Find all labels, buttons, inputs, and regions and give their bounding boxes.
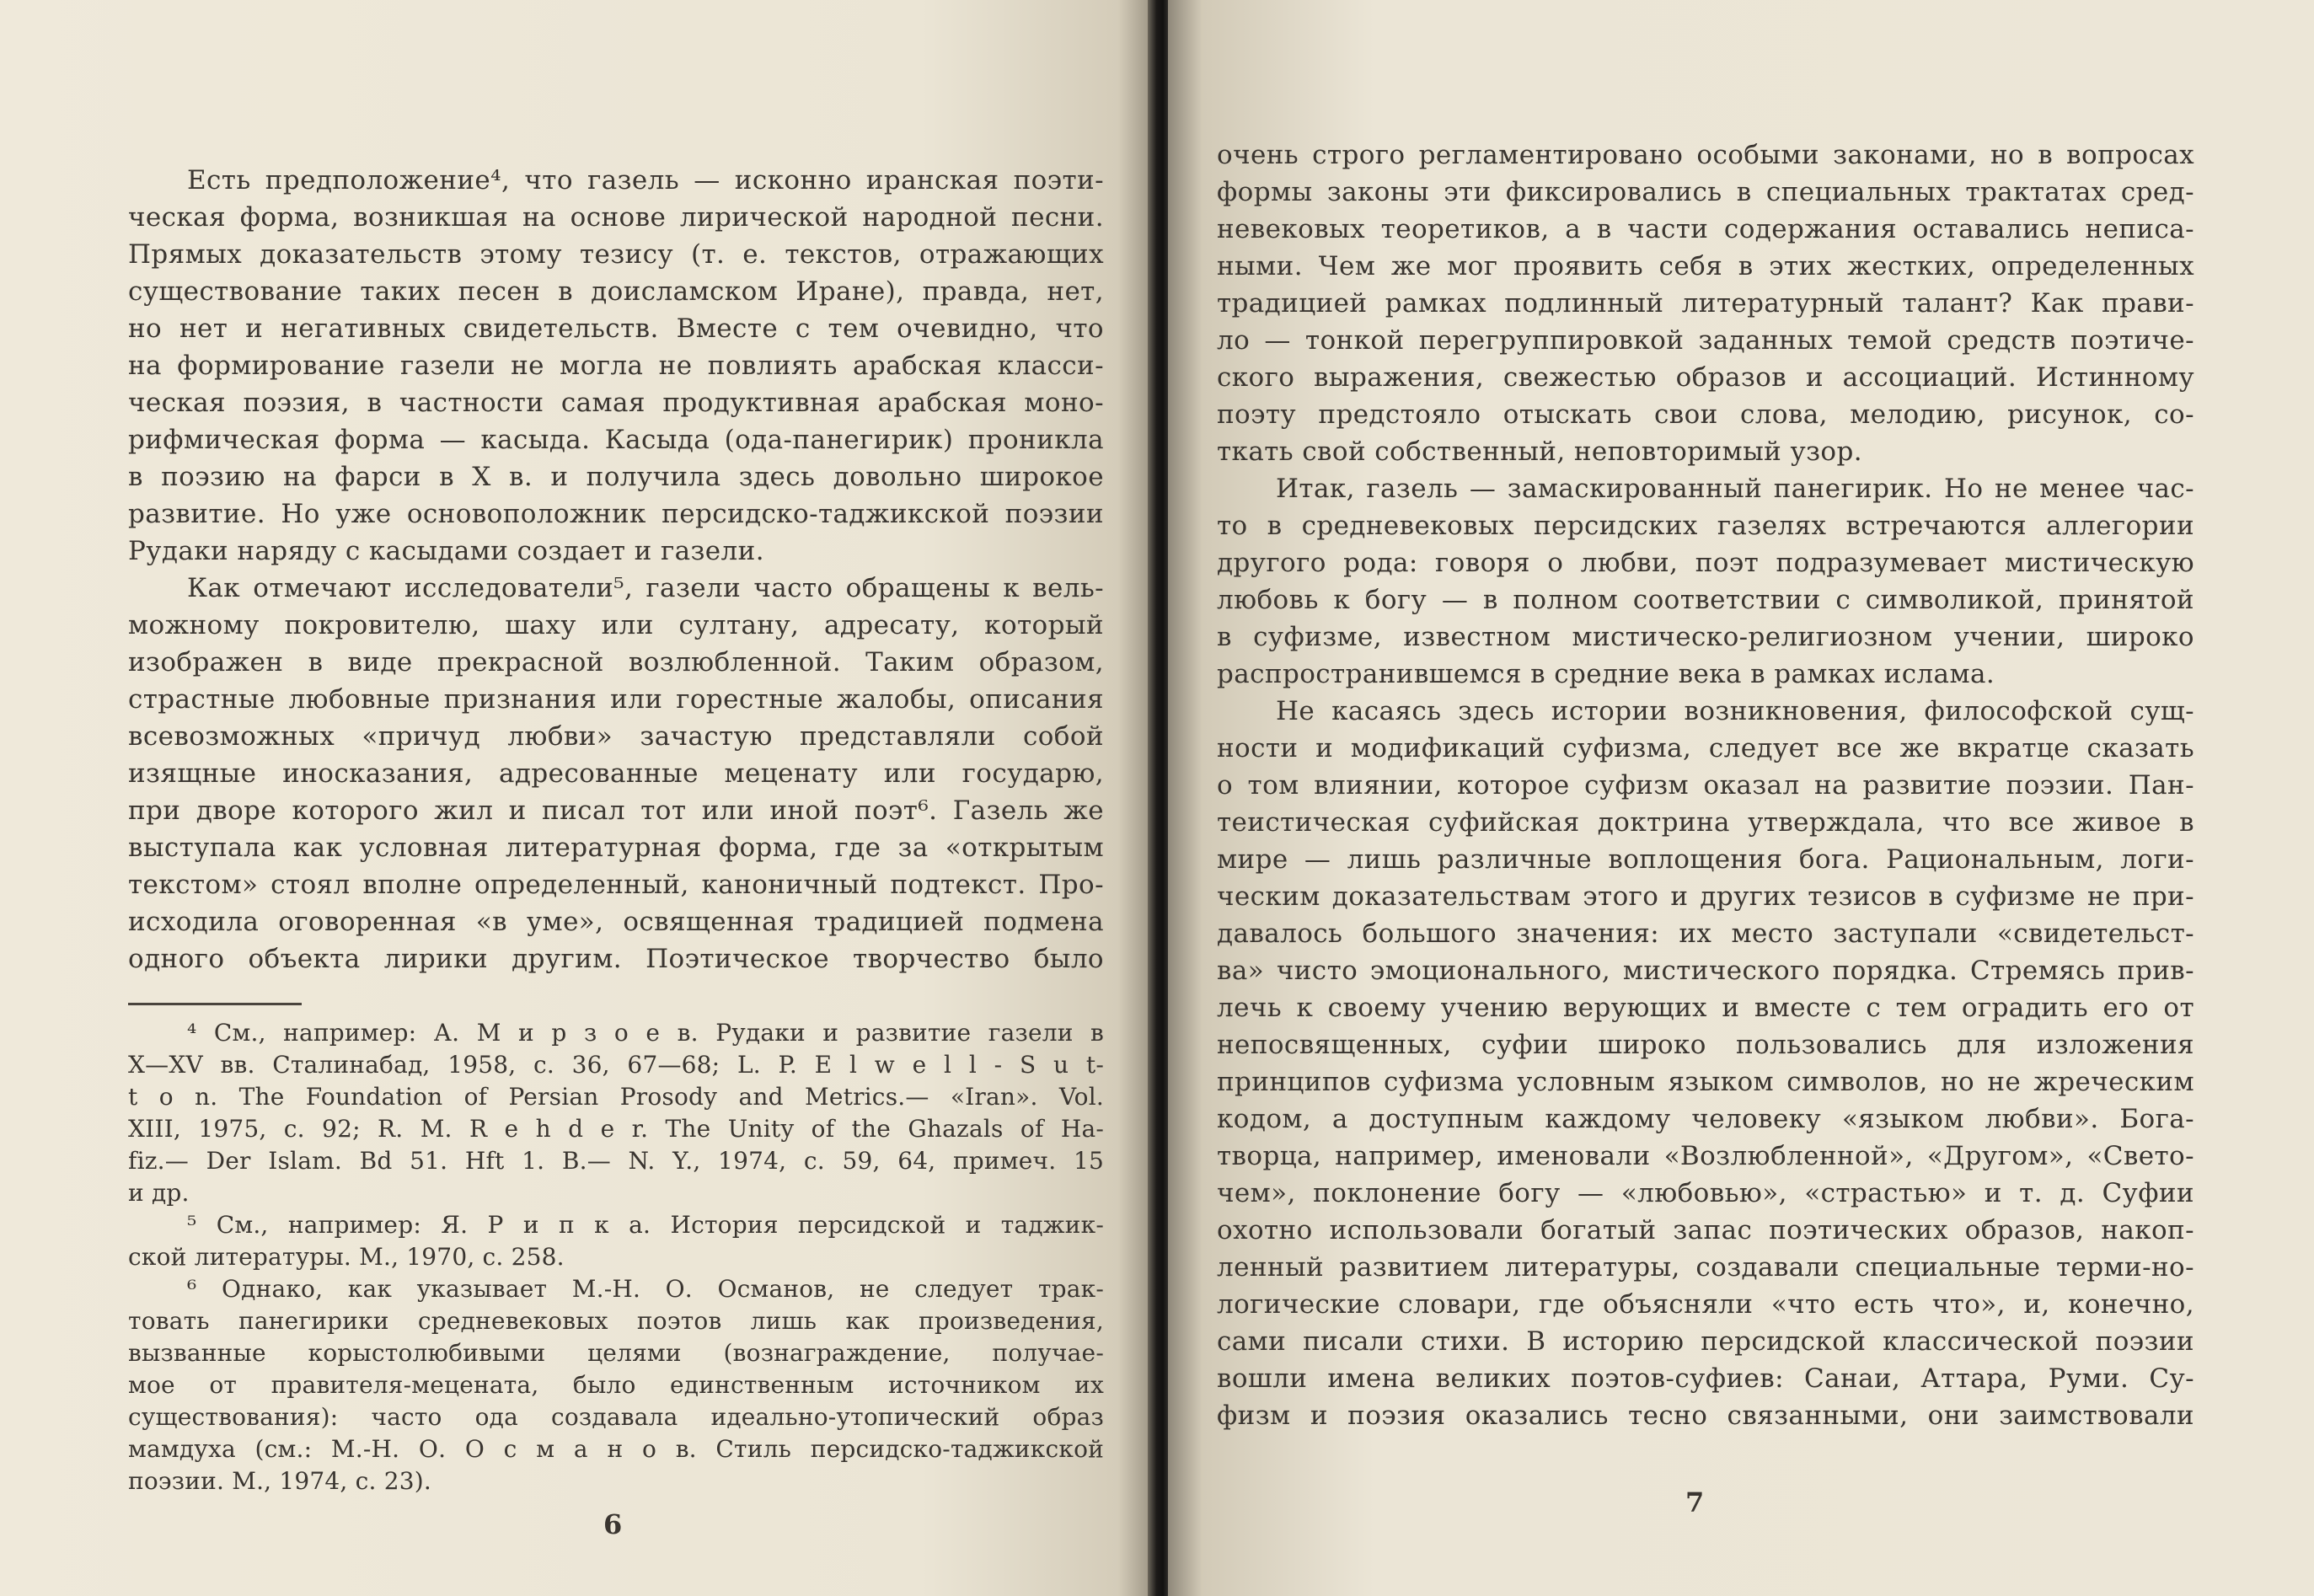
footnote-line: X—XV вв. Сталинабад, 1958, с. 36, 67—68; L. P. E l w e l l - S u t- (128, 1051, 1104, 1079)
footnote-line: ⁶ Однако, как указывает М.-Н. О. Османов, не следует трак- (187, 1275, 1104, 1303)
text-line: рифмическая форма — касыда. Касыда (ода-панегирик) проникла (128, 425, 1104, 455)
text-line: принципов суфизма условным языком символов, но не жреческим (1217, 1067, 2194, 1097)
footnote-line: XIII, 1975, c. 92; R. M. R e h d e r. The Unity of the Ghazals of Ha- (128, 1115, 1104, 1143)
page-number: 6 (603, 1508, 623, 1540)
text-line: страстные любовные признания или горестные жалобы, описания (128, 684, 1104, 715)
text-line: ности и модификаций суфизма, следует все же вкратце сказать (1217, 733, 2194, 763)
text-line: ными. Чем же мог проявить себя в этих жестких, определенных (1217, 251, 2194, 281)
footnote-line: и др. (128, 1179, 190, 1207)
text-line: традицией рамках подлинный литературный талант? Как прави- (1217, 288, 2194, 319)
text-line: развитие. Но уже основоположник персидско-таджикской поэзии (128, 499, 1104, 529)
text-line: ского выражения, свежестью образов и ассоциаций. Истинному (1217, 362, 2194, 393)
text-line: можному покровителю, шаху или султану, адресату, который (128, 610, 1104, 640)
right-page (1168, 0, 2314, 1596)
text-line: Не касаясь здесь истории возникновения, философской сущ- (1276, 696, 2194, 726)
text-line: о том влиянии, которое суфизм оказал на развитие поэзии. Пан- (1217, 770, 2194, 801)
footnote-line: ⁵ См., например: Я. Р и п к а. История персидской и таджик- (187, 1211, 1104, 1239)
text-line: текстом» стоял вполне определенный, каноничный подтекст. Про- (128, 870, 1104, 900)
text-line: ческая поэзия, в частности самая продуктивная арабская моно- (128, 388, 1104, 418)
left-page-text (128, 162, 1104, 1497)
text-line: то в средневековых персидских газелях встречаются аллегории (1217, 511, 2194, 541)
text-line: в поэзию на фарси в X в. и получила здесь довольно широкое (128, 462, 1104, 492)
text-line: Прямых доказательств этому тезису (т. е. текстов, отражающих (128, 239, 1104, 270)
footnote-line: fiz.— Der Islam. Bd 51. Hft 1. B.— N. Y., 1974, c. 59, 64, примеч. 15 (128, 1147, 1104, 1175)
text-line: творца, например, именовали «Возлюбленной», «Другом», «Свето- (1217, 1141, 2194, 1171)
text-line: охотно использовали богатый запас поэтических образов, накоп- (1217, 1215, 2194, 1245)
footnote-divider (128, 1003, 302, 1005)
text-line: исходила оговоренная «в уме», освященная традицией подмена (128, 907, 1104, 937)
footnote-line: мое от правителя-мецената, было единственным источником их (128, 1371, 1104, 1399)
text-line: невековых теоретиков, а в части содержания оставались неписа- (1217, 214, 2194, 244)
text-line: теистическая суфийская доктрина утверждала, что все живое в (1217, 807, 2194, 838)
footnote-line: ской литературы. М., 1970, с. 258. (128, 1243, 565, 1271)
text-line: ло — тонкой перегруппировкой заданных темой средств поэтиче- (1217, 325, 2194, 356)
text-line: лечь к своему учению верующих и вместе с тем оградить его от (1217, 993, 2194, 1023)
text-line: при дворе которого жил и писал тот или иной поэт⁶. Газель же (128, 795, 1104, 826)
text-line: вошли имена великих поэтов-суфиев: Санаи, Аттара, Руми. Су- (1217, 1363, 2194, 1394)
text-line: Рудаки наряду с касыдами создает и газели. (128, 536, 764, 566)
text-line: формы законы эти фиксировались в специальных трактатах сред- (1217, 177, 2194, 207)
footnote-line: товать панегирики средневековых поэтов лишь как произведения, (128, 1307, 1104, 1335)
text-line: распространившемся в средние века в рамках ислама. (1217, 659, 1995, 689)
text-line: на формирование газели не могла не повлиять арабская класси- (128, 351, 1104, 381)
text-line: изящные иносказания, адресованные меценату или государю, (128, 758, 1104, 789)
text-line: непосвященных, суфии широко пользовались для изложения (1217, 1030, 2194, 1060)
text-line: выступала как условная литературная форма, где за «открытым (128, 833, 1104, 863)
text-line: мире — лишь различные воплощения бога. Рациональным, логи- (1217, 844, 2194, 875)
text-line: поэту предстояло отыскать свои слова, мелодию, рисунок, со- (1217, 399, 2194, 430)
footnote-line: существования): часто ода создавала идеально-утопический образ (128, 1403, 1104, 1431)
text-line: ва» чисто эмоционального, мистического порядка. Стремясь прив- (1217, 956, 2194, 986)
text-line: физм и поэзия оказались тесно связанными, они заимствовали (1217, 1401, 2194, 1431)
text-line: ческая форма, возникшая на основе лирической народной песни. (128, 202, 1104, 233)
text-line: любовь к богу — в полном соответствии с символикой, принятой (1217, 585, 2194, 615)
text-line: Как отмечают исследователи⁵, газели часто обращены к вель- (187, 573, 1104, 603)
text-line: всевозможных «причуд любви» зачастую представляли собой (128, 721, 1104, 752)
text-line: кодом, а доступным каждому человеку «языком любви». Бога- (1217, 1104, 2194, 1134)
text-line: сами писали стихи. В историю персидской классической поэзии (1217, 1326, 2194, 1357)
text-line: чем», поклонение богу — «любовью», «страстью» и т. д. Суфии (1217, 1178, 2194, 1208)
text-line: логические словари, где объясняли «что есть что», и, конечно, (1217, 1289, 2194, 1320)
left-page (0, 0, 1153, 1596)
text-line: Есть предположение⁴, что газель — исконно иранская поэти- (187, 165, 1104, 195)
text-line: ленный развитием литературы, создавали специальные терми-но- (1217, 1252, 2194, 1283)
right-page-text (1217, 137, 2194, 1434)
text-line: очень строго регламентировано особыми законами, но в вопросах (1217, 140, 2194, 170)
text-line: давалось большого значения: их место заступали «свидетельст- (1217, 919, 2194, 949)
text-line: в суфизме, известном мистическо-религиозном учении, широко (1217, 622, 2194, 652)
text-line: одного объекта лирики другим. Поэтическое творчество было (128, 944, 1104, 974)
text-line: изображен в виде прекрасной возлюбленной. Таким образом, (128, 647, 1104, 677)
footnote-line: вызванные корыстолюбивыми целями (вознаграждение, получае- (128, 1339, 1104, 1367)
text-line: Итак, газель — замаскированный панегирик. Но не менее час- (1276, 474, 2194, 504)
footnote-line: t o n. The Foundation of Persian Prosody and Metrics.— «Iran». Vol. (128, 1083, 1104, 1111)
footnote-line: мамдуха (см.: М.-Н. О. О с м а н о в. Стиль персидско-таджикской (128, 1435, 1104, 1463)
text-line: другого рода: говоря о любви, поэт подразумевает мистическую (1217, 548, 2194, 578)
text-line: ткать свой собственный, неповторимый узор. (1217, 436, 1862, 467)
text-line: но нет и негативных свидетельств. Вместе с тем очевидно, что (128, 313, 1104, 344)
footnote-line: поэзии. М., 1974, с. 23). (128, 1467, 431, 1495)
page-number: 7 (1685, 1486, 1705, 1518)
footnote-line: ⁴ См., например: А. М и р з о е в. Рудаки и развитие газели в (187, 1019, 1104, 1047)
text-line: существование таких песен в доисламском Иране), правда, нет, (128, 276, 1104, 307)
text-line: ческим доказательствам этого и других тезисов в суфизме не при- (1217, 881, 2194, 912)
